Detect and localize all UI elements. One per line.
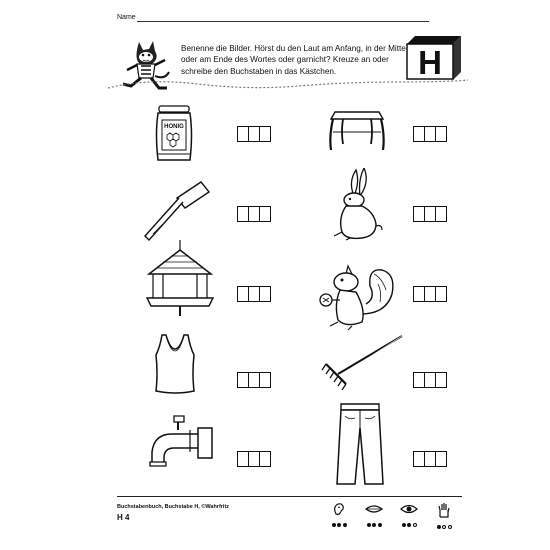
box-middle[interactable]: [425, 287, 436, 301]
rating-dots: [398, 523, 420, 527]
dot: [437, 525, 441, 529]
box-middle[interactable]: [425, 373, 436, 387]
dot: [442, 525, 446, 529]
hammer-icon: [143, 180, 213, 246]
box-start[interactable]: [238, 207, 249, 221]
box-start[interactable]: [414, 127, 425, 141]
answer-boxes-10[interactable]: [413, 451, 447, 467]
answer-boxes-2[interactable]: [413, 126, 447, 142]
tank-top-icon: [152, 333, 198, 395]
letter-cube: [405, 34, 463, 80]
page-code: H 4: [117, 513, 130, 522]
box-middle[interactable]: [425, 207, 436, 221]
answer-boxes-4[interactable]: [413, 206, 447, 222]
dot: [337, 523, 341, 527]
eye-icon: [400, 502, 418, 516]
sense-ear: [328, 502, 350, 527]
rabbit-icon: [326, 168, 386, 242]
box-middle[interactable]: [425, 452, 436, 466]
dot: [372, 523, 376, 527]
instruction-text: Benenne die Bilder. Hörst du den Laut am Anfang, in der Mitte oder am Ende des Wortes oder garnicht? Kreuze an oder schreibe den Buchstaben in das Kästchen.: [181, 44, 406, 76]
header-divider: [108, 76, 468, 94]
box-middle[interactable]: [249, 207, 260, 221]
answer-boxes-8[interactable]: [413, 372, 447, 388]
answer-boxes-5[interactable]: [237, 286, 271, 302]
hand-icon: [437, 502, 451, 518]
dot: [407, 523, 411, 527]
sense-mouth: [363, 502, 385, 527]
box-end[interactable]: [436, 373, 446, 387]
box-middle[interactable]: [249, 373, 260, 387]
dot: [378, 523, 382, 527]
letter-text: H: [418, 44, 442, 80]
box-start[interactable]: [414, 373, 425, 387]
name-line[interactable]: [137, 21, 429, 22]
faucet-icon: [144, 412, 216, 480]
box-middle[interactable]: [425, 127, 436, 141]
copyright-credit: Buchstabenbuch, Buchstabe H, ©Wahrfritz: [117, 504, 230, 510]
stool-icon: [327, 110, 387, 152]
squirrel-icon: [316, 264, 396, 334]
box-start[interactable]: [238, 452, 249, 466]
box-middle[interactable]: [249, 287, 260, 301]
dot: [448, 525, 452, 529]
answer-boxes-3[interactable]: [237, 206, 271, 222]
birdhouse-icon: [145, 240, 215, 316]
rake-icon: [318, 334, 404, 390]
box-middle[interactable]: [249, 452, 260, 466]
box-end[interactable]: [436, 127, 446, 141]
rating-dots: [363, 523, 385, 527]
honey-jar-icon: [155, 104, 193, 164]
honey-label: HONIG: [164, 124, 184, 130]
dot: [332, 523, 336, 527]
box-end[interactable]: [260, 287, 270, 301]
box-end[interactable]: [260, 373, 270, 387]
box-start[interactable]: [238, 287, 249, 301]
box-start[interactable]: [238, 127, 249, 141]
box-end[interactable]: [260, 127, 270, 141]
box-end[interactable]: [260, 452, 270, 466]
box-start[interactable]: [414, 452, 425, 466]
dot: [413, 523, 417, 527]
answer-boxes-7[interactable]: [237, 372, 271, 388]
answer-boxes-9[interactable]: [237, 451, 271, 467]
box-start[interactable]: [238, 373, 249, 387]
box-middle[interactable]: [249, 127, 260, 141]
sense-hand: [433, 502, 455, 529]
ear-icon: [332, 502, 346, 516]
dot: [367, 523, 371, 527]
trousers-icon: [335, 402, 385, 486]
box-start[interactable]: [414, 287, 425, 301]
box-end[interactable]: [260, 207, 270, 221]
dot: [343, 523, 347, 527]
sense-eye: [398, 502, 420, 527]
footer-divider: [117, 496, 462, 497]
rating-dots: [433, 525, 455, 529]
box-end[interactable]: [436, 452, 446, 466]
box-end[interactable]: [436, 207, 446, 221]
name-label: Name: [117, 14, 136, 21]
dot: [402, 523, 406, 527]
answer-boxes-1[interactable]: [237, 126, 271, 142]
mouth-icon: [365, 502, 383, 516]
box-end[interactable]: [436, 287, 446, 301]
answer-boxes-6[interactable]: [413, 286, 447, 302]
rating-dots: [328, 523, 350, 527]
box-start[interactable]: [414, 207, 425, 221]
